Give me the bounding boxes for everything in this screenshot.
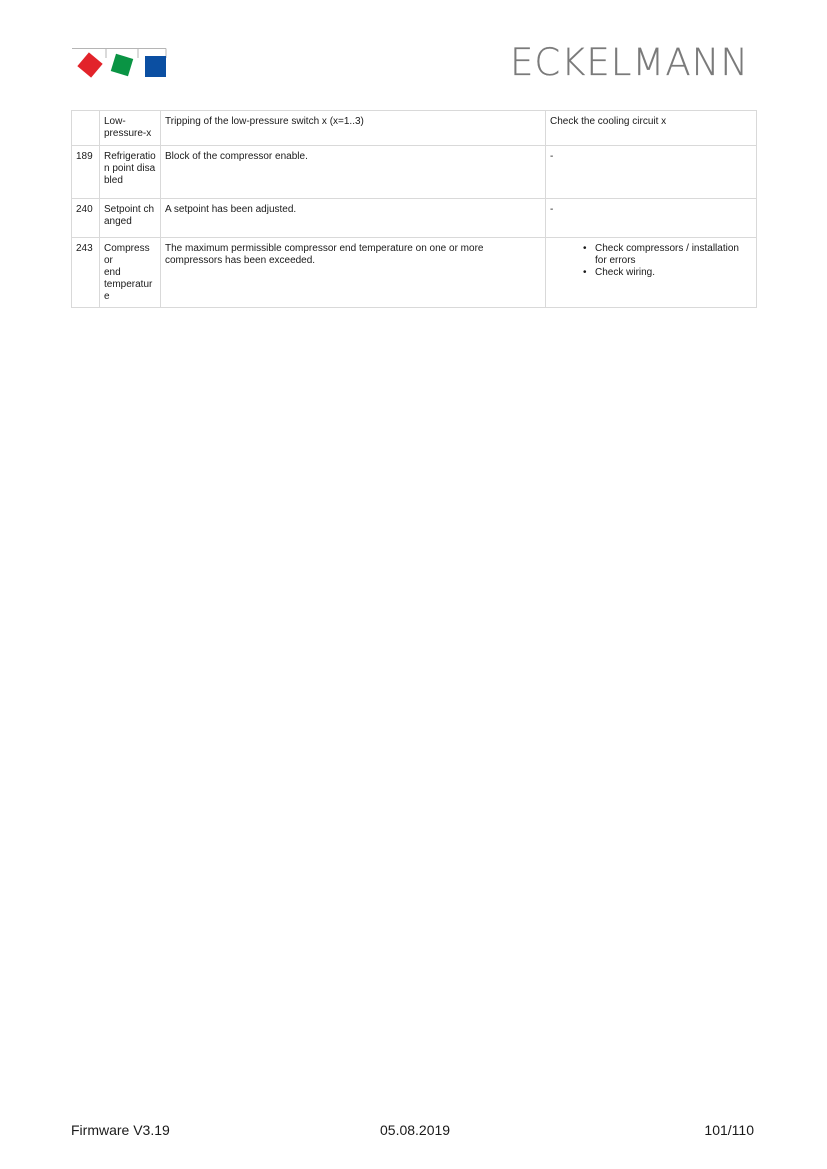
event-description: Tripping of the low-pressure switch x (x=1..3): [161, 111, 546, 146]
event-number: 189: [72, 146, 100, 199]
eckelmann-logo: [72, 46, 172, 80]
action-item: • Check compressors / installation for errors: [595, 243, 752, 267]
action-item: • Check wiring.: [595, 267, 752, 279]
event-table: [71, 110, 757, 308]
action-list: [550, 243, 752, 279]
document-date: 05.08.2019: [380, 1122, 451, 1138]
event-name: Low- pressure-x: [100, 111, 161, 146]
table-row: [72, 199, 757, 238]
page-number: 101/110: [704, 1122, 754, 1138]
event-action: -: [546, 199, 757, 238]
event-description: Block of the compressor enable.: [161, 146, 546, 199]
table-row: [72, 146, 757, 199]
logo-green-square: [111, 54, 133, 76]
event-description: The maximum permissible compressor end temperature on one or more compressors has been exceeded.: [161, 238, 546, 308]
event-action: Check the cooling circuit x: [546, 111, 757, 146]
page-header: [0, 0, 827, 100]
event-name: Setpoint changed: [100, 199, 161, 238]
event-description: A setpoint has been adjusted.: [161, 199, 546, 238]
event-number: 240: [72, 199, 100, 238]
event-name: Compress or end temperatur e: [100, 238, 161, 308]
table-row: [72, 111, 757, 146]
logo-blue-square: [145, 56, 166, 77]
event-action-list-cell: [546, 238, 757, 308]
event-name: Refrigeration point disabled: [100, 146, 161, 199]
logo-red-square: [77, 52, 102, 77]
table-row: [72, 238, 757, 308]
brand-wordmark: ECKELMANN: [509, 41, 749, 84]
event-action: -: [546, 146, 757, 199]
firmware-version: Firmware V3.19: [71, 1122, 170, 1138]
event-number: [72, 111, 100, 146]
event-number: 243: [72, 238, 100, 308]
page-footer: [71, 1122, 754, 1142]
